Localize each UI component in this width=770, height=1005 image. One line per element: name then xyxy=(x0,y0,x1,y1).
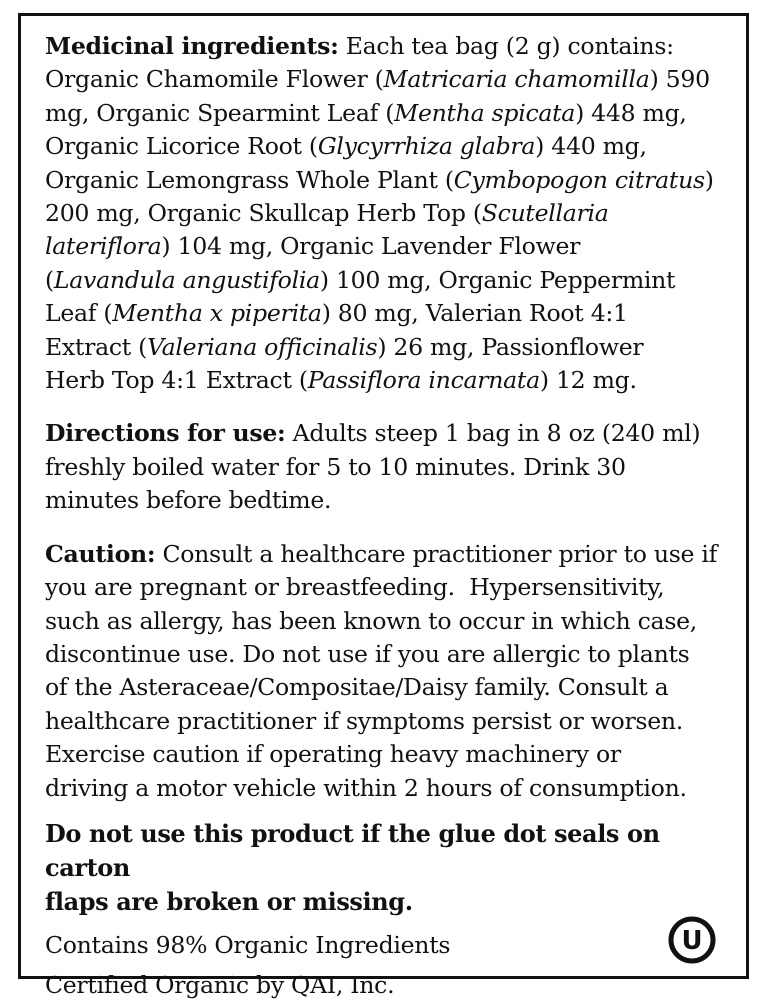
label-content xyxy=(45,30,745,1005)
directions-section xyxy=(45,417,745,517)
ingredient-text: ) 26 mg, Passionflower xyxy=(377,332,644,361)
ingredient-text: ) 80 mg, Valerian Root 4:1 xyxy=(321,299,628,328)
medicinal-first-line xyxy=(45,30,745,63)
caution-line: you are pregnant or breastfeeding. Hypersensitivity, xyxy=(45,573,665,602)
caution-line: of the Asteraceae/Compositae/Daisy family. Consult a xyxy=(45,673,669,702)
medicinal-line xyxy=(45,331,745,364)
caution-line: discontinue use. Do not use if you are allergic to plants xyxy=(45,639,690,668)
ingredient-text: ) 590 xyxy=(649,65,710,94)
ingredient-text: Organic Lemongrass Whole Plant ( xyxy=(45,165,454,194)
latin-name: Valeriana officinalis xyxy=(147,332,378,361)
tamper-warning xyxy=(45,817,745,919)
medicinal-line xyxy=(45,197,745,230)
ingredient-text: ) xyxy=(704,165,714,194)
ingredient-text: ) 448 mg, xyxy=(575,98,687,127)
certified-organic-text: Certified Organic by QAI, Inc. xyxy=(45,970,395,999)
ingredient-text: Herb Top 4:1 Extract ( xyxy=(45,366,308,395)
medicinal-heading: Medicinal ingredients: xyxy=(45,32,339,60)
ingredient-text: 200 mg, Organic Skullcap Herb Top ( xyxy=(45,199,482,228)
latin-name: Scutellaria xyxy=(481,199,609,228)
medicinal-line xyxy=(45,230,745,263)
latin-name: Lavandula angustifolia xyxy=(53,265,320,294)
directions-text-2: freshly boiled water for 5 to 10 minutes. Drink 30 xyxy=(45,452,626,481)
caution-section xyxy=(45,538,745,805)
latin-name: Mentha spicata xyxy=(394,98,576,127)
footer-section xyxy=(45,925,745,1005)
medicinal-line xyxy=(45,364,745,397)
latin-name: Glycyrrhiza glabra xyxy=(317,132,536,161)
directions-text-1: Adults steep 1 bag in 8 oz (240 ml) xyxy=(285,419,701,448)
caution-line: Exercise caution if operating heavy machinery or xyxy=(45,740,621,769)
medicinal-line xyxy=(45,264,745,297)
ingredient-text: Leaf ( xyxy=(45,299,113,328)
ingredient-text: ) 104 mg, Organic Lavender Flower xyxy=(161,232,581,261)
medicinal-ingredients-section xyxy=(45,30,745,397)
caution-heading: Caution: xyxy=(45,539,156,568)
latin-name: Cymbopogon citratus xyxy=(453,165,705,194)
caution-text-1: Consult a healthcare practitioner prior to use if xyxy=(155,539,718,568)
medicinal-ingredient-list xyxy=(45,63,745,397)
medicinal-line xyxy=(45,297,745,330)
kosher-ou-icon xyxy=(668,916,716,964)
medicinal-line xyxy=(45,164,745,197)
ingredient-text: ) 440 mg, xyxy=(535,132,647,161)
latin-name: Mentha x piperita xyxy=(112,299,322,328)
kosher-letter: U xyxy=(681,926,703,956)
tamper-warning-line-1: Do not use this product if the glue dot seals on carton xyxy=(45,818,660,882)
medicinal-line xyxy=(45,130,745,163)
caution-line: healthcare practitioner if symptoms persist or worsen. xyxy=(45,706,683,735)
latin-name: lateriflora xyxy=(45,232,162,261)
caution-line: driving a motor vehicle within 2 hours of consumption. xyxy=(45,773,687,802)
ingredient-text: ( xyxy=(45,265,54,294)
organic-percent-text: Contains 98% Organic Ingredients xyxy=(45,930,451,959)
medicinal-line xyxy=(45,97,745,130)
directions-first-line xyxy=(45,417,745,450)
ingredient-text: Organic Licorice Root ( xyxy=(45,132,318,161)
caution-text-block xyxy=(45,571,745,805)
caution-first-line xyxy=(45,538,745,571)
ingredient-text: ) 12 mg. xyxy=(539,366,637,395)
ingredient-text: mg, Organic Spearmint Leaf ( xyxy=(45,98,395,127)
medicinal-line xyxy=(45,63,745,96)
caution-line: such as allergy, has been known to occur in which case, xyxy=(45,606,697,635)
latin-name: Matricaria chamomilla xyxy=(383,65,650,94)
ingredient-text: Extract ( xyxy=(45,332,148,361)
tamper-warning-line-2: flaps are broken or missing. xyxy=(45,886,413,916)
medicinal-intro: Each tea bag (2 g) contains: xyxy=(338,32,674,60)
directions-text-3: minutes before bedtime. xyxy=(45,486,332,515)
ingredient-text: ) 100 mg, Organic Peppermint xyxy=(319,265,676,294)
ingredient-text: Organic Chamomile Flower ( xyxy=(45,65,384,94)
directions-heading: Directions for use: xyxy=(45,419,286,448)
latin-name: Passiflora incarnata xyxy=(307,366,540,395)
